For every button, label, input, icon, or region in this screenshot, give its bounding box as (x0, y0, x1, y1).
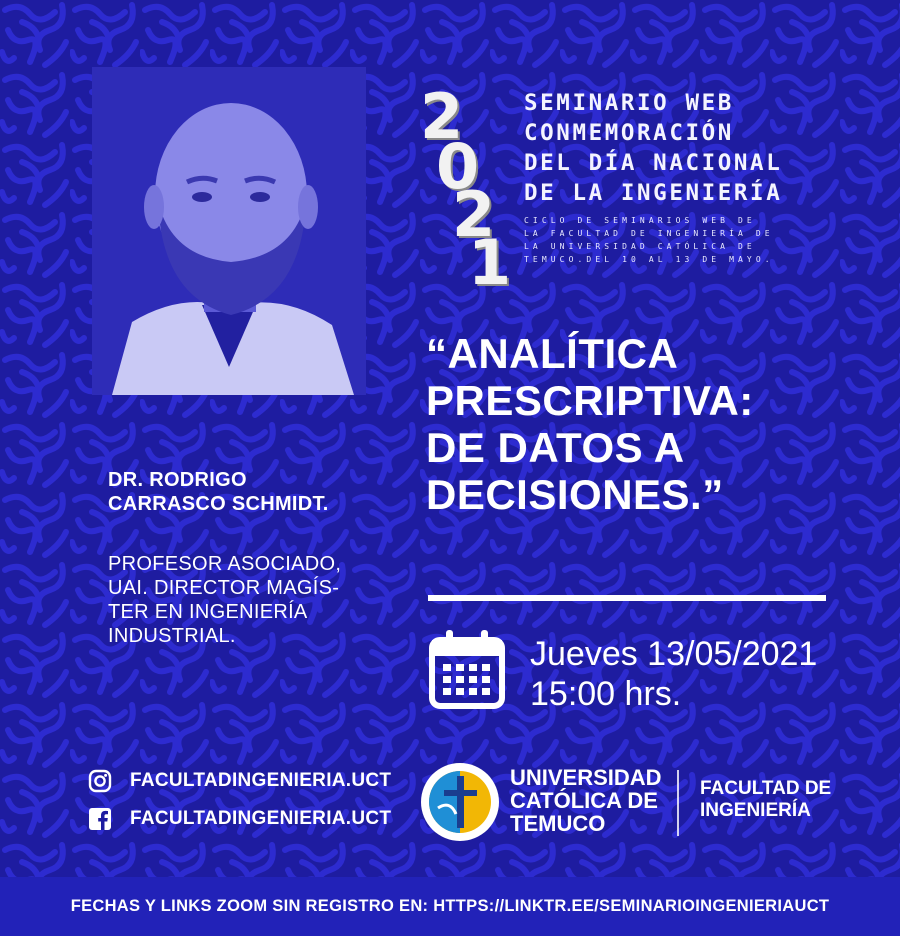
event-description-line: TEMUCO.DEL 10 AL 13 DE MAYO. (524, 255, 774, 264)
faculty-name-line: FACULTAD DE (700, 778, 832, 799)
year-digit: 2 (452, 178, 496, 251)
faculty-name-line: INGENIERÍA (700, 800, 811, 821)
talk-title-line: “ANALÍTICA (426, 330, 679, 377)
facebook-handle: FACULTADINGENIERIA.UCT (130, 808, 392, 829)
year-digit: 2 (420, 80, 464, 153)
talk-title (426, 330, 866, 518)
facebook-link[interactable] (88, 806, 391, 832)
faculty-name (700, 778, 831, 822)
speaker-affiliation-line: PROFESOR ASOCIADO, (108, 553, 342, 575)
event-description-line: LA UNIVERSIDAD CATÓLICA DE (524, 242, 756, 251)
university-name (510, 766, 662, 835)
event-title-line: DE LA INGENIERÍA (524, 180, 783, 206)
talk-title-line: PRESCRIPTIVA: (426, 377, 754, 424)
logo-separator (677, 770, 679, 836)
event-title-line: SEMINARIO WEB (524, 90, 734, 116)
talk-title-line: DECISIONES.” (426, 471, 724, 518)
speaker-affiliation-line: INDUSTRIAL. (108, 625, 236, 647)
divider (428, 595, 826, 601)
event-schedule (530, 634, 870, 714)
university-name-line: CATÓLICA DE (510, 788, 658, 813)
footer-link-text[interactable]: FECHAS Y LINKS ZOOM SIN REGISTRO EN: HTTPS://LINKTR.EE/SEMINARIOINGENIERIAUCT (70, 897, 830, 915)
university-logo (420, 762, 500, 842)
speaker-affiliation (108, 552, 398, 648)
event-title-line: CONMEMORACIÓN (524, 120, 734, 146)
speaker-affiliation-line: UAI. DIRECTOR MAGÍS- (108, 577, 340, 599)
event-description (524, 214, 854, 266)
university-name-line: TEMUCO (510, 811, 606, 836)
year-digit: 0 (436, 130, 480, 203)
instagram-link[interactable] (88, 768, 391, 794)
event-title-line: DEL DÍA NACIONAL (524, 150, 783, 176)
speaker-photo (92, 67, 366, 395)
instagram-handle: FACULTADINGENIERIA.UCT (130, 770, 392, 791)
event-time: 15:00 hrs. (530, 675, 682, 713)
speaker-name-line: DR. RODRIGO (108, 469, 247, 491)
event-description-line: LA FACULTAD DE INGENIERÍA DE (524, 229, 774, 238)
year-digit: 1 (468, 226, 512, 299)
talk-title-line: DE DATOS A (426, 424, 685, 471)
instagram-icon (88, 769, 112, 793)
university-name-line: UNIVERSIDAD (510, 765, 662, 790)
speaker-affiliation-line: TER EN INGENIERÍA (108, 601, 308, 623)
event-description-line: CICLO DE SEMINARIOS WEB DE (524, 216, 756, 225)
year-2021 (418, 80, 512, 299)
event-title (524, 88, 864, 208)
speaker-name-line: CARRASCO SCHMIDT. (108, 493, 329, 515)
speaker-name (108, 468, 398, 516)
calendar-icon (428, 628, 506, 710)
event-date: Jueves 13/05/2021 (530, 635, 818, 673)
footer-bar (0, 877, 900, 936)
facebook-icon (88, 807, 112, 831)
